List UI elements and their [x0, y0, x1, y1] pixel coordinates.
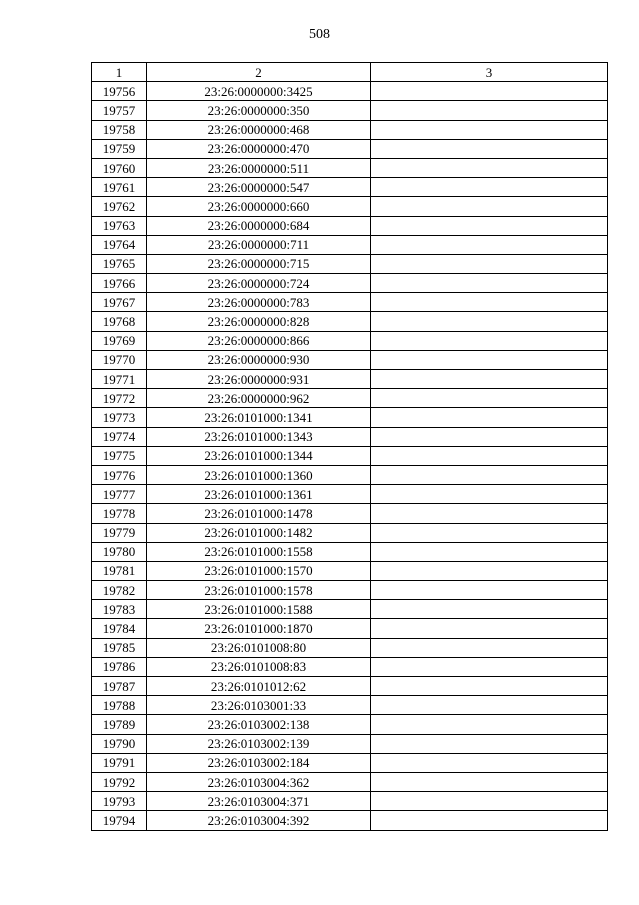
cadastral-number-cell: 23:26:0103002:139: [147, 734, 371, 753]
row-number-cell: 19774: [92, 427, 147, 446]
row-number-cell: 19773: [92, 408, 147, 427]
cadastral-number-cell: 23:26:0000000:783: [147, 293, 371, 312]
notes-cell: [371, 485, 608, 504]
page-number: 508: [309, 27, 330, 42]
cadastral-number-cell: 23:26:0101000:1360: [147, 465, 371, 484]
table-row: [92, 82, 608, 101]
notes-cell: [371, 657, 608, 676]
row-number-cell: 19772: [92, 389, 147, 408]
cadastral-number-cell: 23:26:0000000:350: [147, 101, 371, 120]
notes-cell: [371, 446, 608, 465]
notes-cell: [371, 715, 608, 734]
row-number-cell: 19784: [92, 619, 147, 638]
cadastral-number-cell: 23:26:0000000:660: [147, 197, 371, 216]
cadastral-number-cell: 23:26:0101000:1478: [147, 504, 371, 523]
row-number-cell: 19792: [92, 772, 147, 791]
table-row: [92, 542, 608, 561]
table-row: [92, 158, 608, 177]
table-row: [92, 696, 608, 715]
row-number-cell: 19766: [92, 274, 147, 293]
cadastral-number-cell: 23:26:0101000:1570: [147, 561, 371, 580]
row-number-cell: 19780: [92, 542, 147, 561]
row-number-cell: 19765: [92, 254, 147, 273]
row-number-cell: 19770: [92, 350, 147, 369]
notes-cell: [371, 677, 608, 696]
column-header-1: 1: [92, 63, 147, 82]
row-number-cell: 19760: [92, 158, 147, 177]
cadastral-number-cell: 23:26:0000000:684: [147, 216, 371, 235]
notes-cell: [371, 696, 608, 715]
row-number-cell: 19781: [92, 561, 147, 580]
row-number-cell: 19793: [92, 792, 147, 811]
table-row: [92, 465, 608, 484]
cadastral-number-cell: 23:26:0101000:1588: [147, 600, 371, 619]
row-number-cell: 19783: [92, 600, 147, 619]
table-row: [92, 120, 608, 139]
table-row: [92, 408, 608, 427]
notes-cell: [371, 600, 608, 619]
notes-cell: [371, 792, 608, 811]
table-row: [92, 312, 608, 331]
cadastral-number-cell: 23:26:0000000:931: [147, 370, 371, 389]
column-header-2: 2: [147, 63, 371, 82]
table-row: [92, 772, 608, 791]
notes-cell: [371, 561, 608, 580]
notes-cell: [371, 216, 608, 235]
cadastral-number-cell: 23:26:0101008:80: [147, 638, 371, 657]
notes-cell: [371, 254, 608, 273]
notes-cell: [371, 389, 608, 408]
cadastral-number-cell: 23:26:0000000:511: [147, 158, 371, 177]
cadastral-number-cell: 23:26:0000000:715: [147, 254, 371, 273]
row-number-cell: 19789: [92, 715, 147, 734]
row-number-cell: 19762: [92, 197, 147, 216]
table-row: [92, 561, 608, 580]
table-row: [92, 485, 608, 504]
cadastral-number-cell: 23:26:0101000:1341: [147, 408, 371, 427]
notes-cell: [371, 331, 608, 350]
cadastral-number-cell: 23:26:0101000:1558: [147, 542, 371, 561]
table-row: [92, 734, 608, 753]
cadastral-number-cell: 23:26:0101012:62: [147, 677, 371, 696]
cadastral-number-cell: 23:26:0000000:724: [147, 274, 371, 293]
table-row: [92, 274, 608, 293]
cadastral-number-cell: 23:26:0101000:1578: [147, 581, 371, 600]
row-number-cell: 19771: [92, 370, 147, 389]
notes-cell: [371, 619, 608, 638]
row-number-cell: 19756: [92, 82, 147, 101]
cadastral-number-cell: 23:26:0101000:1870: [147, 619, 371, 638]
notes-cell: [371, 581, 608, 600]
notes-cell: [371, 504, 608, 523]
table-row: [92, 389, 608, 408]
table-row: [92, 581, 608, 600]
table-row: [92, 101, 608, 120]
table-body: [92, 82, 608, 830]
row-number-cell: 19788: [92, 696, 147, 715]
notes-cell: [371, 811, 608, 830]
notes-cell: [371, 235, 608, 254]
cadastral-number-cell: 23:26:0101000:1361: [147, 485, 371, 504]
notes-cell: [371, 178, 608, 197]
table-row: [92, 350, 608, 369]
notes-cell: [371, 370, 608, 389]
table-header-row: [92, 63, 608, 82]
row-number-cell: 19778: [92, 504, 147, 523]
cadastral-number-cell: 23:26:0101000:1344: [147, 446, 371, 465]
table-row: [92, 523, 608, 542]
row-number-cell: 19787: [92, 677, 147, 696]
notes-cell: [371, 408, 608, 427]
notes-cell: [371, 197, 608, 216]
table-row: [92, 427, 608, 446]
cadastral-number-cell: 23:26:0103004:392: [147, 811, 371, 830]
notes-cell: [371, 734, 608, 753]
row-number-cell: 19776: [92, 465, 147, 484]
row-number-cell: 19782: [92, 581, 147, 600]
notes-cell: [371, 274, 608, 293]
notes-cell: [371, 542, 608, 561]
row-number-cell: 19791: [92, 753, 147, 772]
notes-cell: [371, 158, 608, 177]
notes-cell: [371, 523, 608, 542]
row-number-cell: 19761: [92, 178, 147, 197]
row-number-cell: 19764: [92, 235, 147, 254]
cadastral-number-cell: 23:26:0000000:3425: [147, 82, 371, 101]
table-row: [92, 293, 608, 312]
notes-cell: [371, 82, 608, 101]
row-number-cell: 19786: [92, 657, 147, 676]
notes-cell: [371, 427, 608, 446]
row-number-cell: 19757: [92, 101, 147, 120]
cadastral-number-cell: 23:26:0103001:33: [147, 696, 371, 715]
cadastral-number-cell: 23:26:0000000:866: [147, 331, 371, 350]
row-number-cell: 19790: [92, 734, 147, 753]
table-row: [92, 619, 608, 638]
table-row: [92, 446, 608, 465]
row-number-cell: 19775: [92, 446, 147, 465]
row-number-cell: 19785: [92, 638, 147, 657]
table-row: [92, 504, 608, 523]
table-row: [92, 638, 608, 657]
table-row: [92, 657, 608, 676]
cadastral-number-table: [91, 62, 608, 831]
notes-cell: [371, 139, 608, 158]
notes-cell: [371, 753, 608, 772]
cadastral-number-cell: 23:26:0000000:828: [147, 312, 371, 331]
table-row: [92, 331, 608, 350]
table-row: [92, 216, 608, 235]
notes-cell: [371, 293, 608, 312]
row-number-cell: 19768: [92, 312, 147, 331]
row-number-cell: 19767: [92, 293, 147, 312]
table-row: [92, 792, 608, 811]
cadastral-number-cell: 23:26:0000000:962: [147, 389, 371, 408]
row-number-cell: 19779: [92, 523, 147, 542]
cadastral-number-cell: 23:26:0103004:371: [147, 792, 371, 811]
notes-cell: [371, 120, 608, 139]
table-row: [92, 600, 608, 619]
cadastral-number-cell: 23:26:0103004:362: [147, 772, 371, 791]
notes-cell: [371, 101, 608, 120]
cadastral-number-cell: 23:26:0000000:711: [147, 235, 371, 254]
cadastral-number-cell: 23:26:0000000:547: [147, 178, 371, 197]
cadastral-number-cell: 23:26:0101008:83: [147, 657, 371, 676]
table-row: [92, 677, 608, 696]
table-row: [92, 139, 608, 158]
table-row: [92, 197, 608, 216]
cadastral-number-cell: 23:26:0000000:468: [147, 120, 371, 139]
row-number-cell: 19777: [92, 485, 147, 504]
row-number-cell: 19769: [92, 331, 147, 350]
table-row: [92, 178, 608, 197]
table-row: [92, 753, 608, 772]
row-number-cell: 19794: [92, 811, 147, 830]
cadastral-number-cell: 23:26:0101000:1482: [147, 523, 371, 542]
cadastral-number-cell: 23:26:0103002:138: [147, 715, 371, 734]
table-row: [92, 235, 608, 254]
cadastral-number-cell: 23:26:0101000:1343: [147, 427, 371, 446]
cadastral-number-cell: 23:26:0103002:184: [147, 753, 371, 772]
notes-cell: [371, 465, 608, 484]
cadastral-number-cell: 23:26:0000000:930: [147, 350, 371, 369]
table-row: [92, 370, 608, 389]
row-number-cell: 19758: [92, 120, 147, 139]
notes-cell: [371, 638, 608, 657]
row-number-cell: 19759: [92, 139, 147, 158]
table-row: [92, 254, 608, 273]
notes-cell: [371, 350, 608, 369]
column-header-3: 3: [371, 63, 608, 82]
table-row: [92, 715, 608, 734]
row-number-cell: 19763: [92, 216, 147, 235]
notes-cell: [371, 772, 608, 791]
cadastral-number-cell: 23:26:0000000:470: [147, 139, 371, 158]
notes-cell: [371, 312, 608, 331]
table-row: [92, 811, 608, 830]
